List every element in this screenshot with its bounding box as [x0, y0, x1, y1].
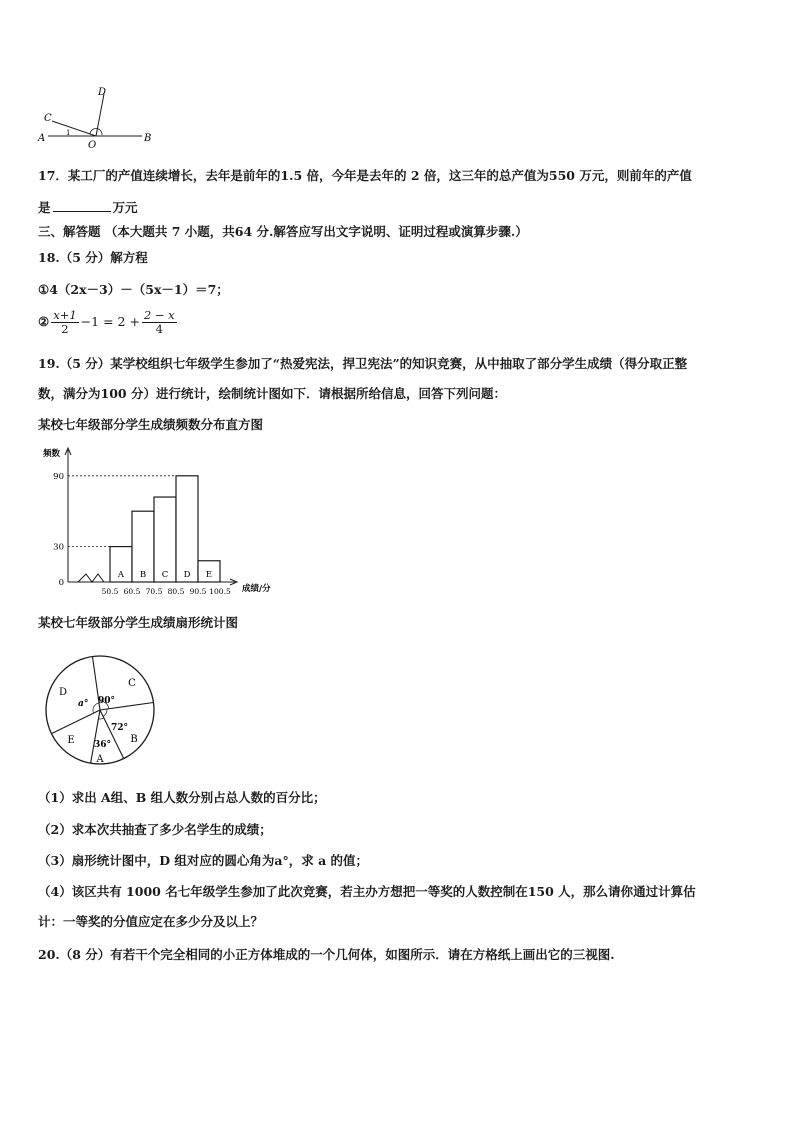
label-a: A: [38, 133, 46, 144]
frac1-denominator: 2: [61, 322, 69, 336]
q20-text: 20.（8 分）有若干个完全相同的小正方体堆成的一个几何体，如图所示．请在方格纸上画出它的三视图.: [38, 947, 615, 962]
y-tick-label: 90: [53, 471, 64, 482]
q19-sub4-line2: 计：一等奖的分值应定在多少分及以上？: [38, 914, 264, 929]
pie-angle-label: 72°: [111, 723, 129, 733]
pie-slice-label: A: [96, 754, 104, 765]
q17-line1: 17．某工厂的产值连续增长，去年是前年的1.5 倍，今年是去年的 2 倍，这三年的总产值为550 万元，则前年的产值: [38, 168, 692, 183]
label-o: O: [88, 140, 97, 150]
q18-header: 18.（5 分）解方程: [38, 250, 148, 265]
frac2-numerator: 2 − x: [143, 308, 175, 322]
y-tick-label: 0: [58, 578, 64, 588]
pie-slice-label: D: [58, 687, 68, 698]
q19-sub4-line1: （4）该区共有 1000 名七年级学生参加了此次竞赛，若主办方想把一等奖的人数控制在150 人，那么请你通过计算估: [38, 884, 696, 899]
q19-sub2: （2）求本次共抽查了多少名学生的成绩；: [38, 822, 272, 837]
label-angle-1: 1: [66, 129, 71, 137]
pie-slice-label: E: [67, 735, 75, 746]
label-b: B: [144, 133, 152, 144]
x-tick-label: 90.5: [189, 587, 207, 596]
x-tick-label: 50.5: [101, 587, 119, 596]
x-tick-label: 80.5: [167, 587, 185, 596]
x-axis-label: 成绩/分: [242, 584, 271, 594]
pie-chart: [38, 652, 168, 770]
eq2-middle: −1 = 2 +: [80, 314, 140, 329]
eq2-marker: ②: [38, 314, 50, 329]
histogram-bar: [176, 476, 198, 582]
bar-category-label: A: [117, 570, 125, 580]
x-tick-label: 100.5: [209, 587, 231, 596]
q17-suffix: 万元: [112, 200, 138, 215]
answer-blank[interactable]: [53, 199, 111, 212]
section-3-title: 三、解答题 （本大题共 7 小题，共64 分.解答应写出文字说明、证明过程或演算步骤.）: [38, 224, 528, 239]
frac1-numerator: x+1: [53, 308, 77, 322]
frac2-denominator: 4: [155, 322, 163, 336]
ray-oc: [52, 121, 96, 136]
label-c: C: [44, 113, 52, 124]
q19-sub1: （1）求出 A组、B 组人数分别占总人数的百分比；: [38, 790, 326, 805]
pie-angle-label: 90°: [98, 696, 116, 706]
bar-category-label: D: [183, 570, 191, 580]
pie-chart-title: 某校七年级部分学生成绩扇形统计图: [38, 615, 239, 630]
bar-category-label: C: [161, 570, 169, 580]
y-tick-label: 30: [53, 542, 64, 553]
y-axis-label: 频数: [43, 449, 61, 459]
angle-figure: [34, 84, 158, 150]
pie-slice-label: C: [128, 678, 136, 689]
x-tick-label: 60.5: [123, 587, 141, 596]
q18-eq1: ①4（2x－3）－（5x－1）＝7；: [38, 282, 229, 297]
label-d: D: [98, 87, 107, 98]
eq2-fraction-2: [142, 309, 177, 336]
q17-line2: [38, 199, 138, 216]
q19-sub3: （3）扇形统计图中，D 组对应的圆心角为a°，求 a 的值；: [38, 853, 369, 868]
histogram-title: 某校七年级部分学生成绩频数分布直方图: [38, 417, 264, 432]
pie-angle-label: 36°: [94, 740, 112, 750]
histogram-chart: [30, 442, 292, 602]
pie-slice-label: B: [130, 734, 138, 745]
eq2-fraction-1: [51, 309, 78, 336]
bar-category-label: B: [139, 570, 147, 580]
x-tick-label: 70.5: [145, 587, 163, 596]
pie-angle-label: a°: [78, 699, 89, 709]
bar-category-label: E: [205, 570, 213, 580]
q18-eq2: [38, 306, 179, 338]
q17-prefix: 是: [38, 200, 51, 215]
q19-line2: 数，满分为100 分）进行统计，绘制统计图如下．请根据所给信息，回答下列问题：: [38, 386, 506, 401]
axis-break: [78, 574, 104, 582]
q19-line1: 19.（5 分）某学校组织七年级学生参加了“热爱宪法，捍卫宪法”的知识竞赛，从中抽取了部分学生成绩（得分取正整: [38, 356, 688, 371]
